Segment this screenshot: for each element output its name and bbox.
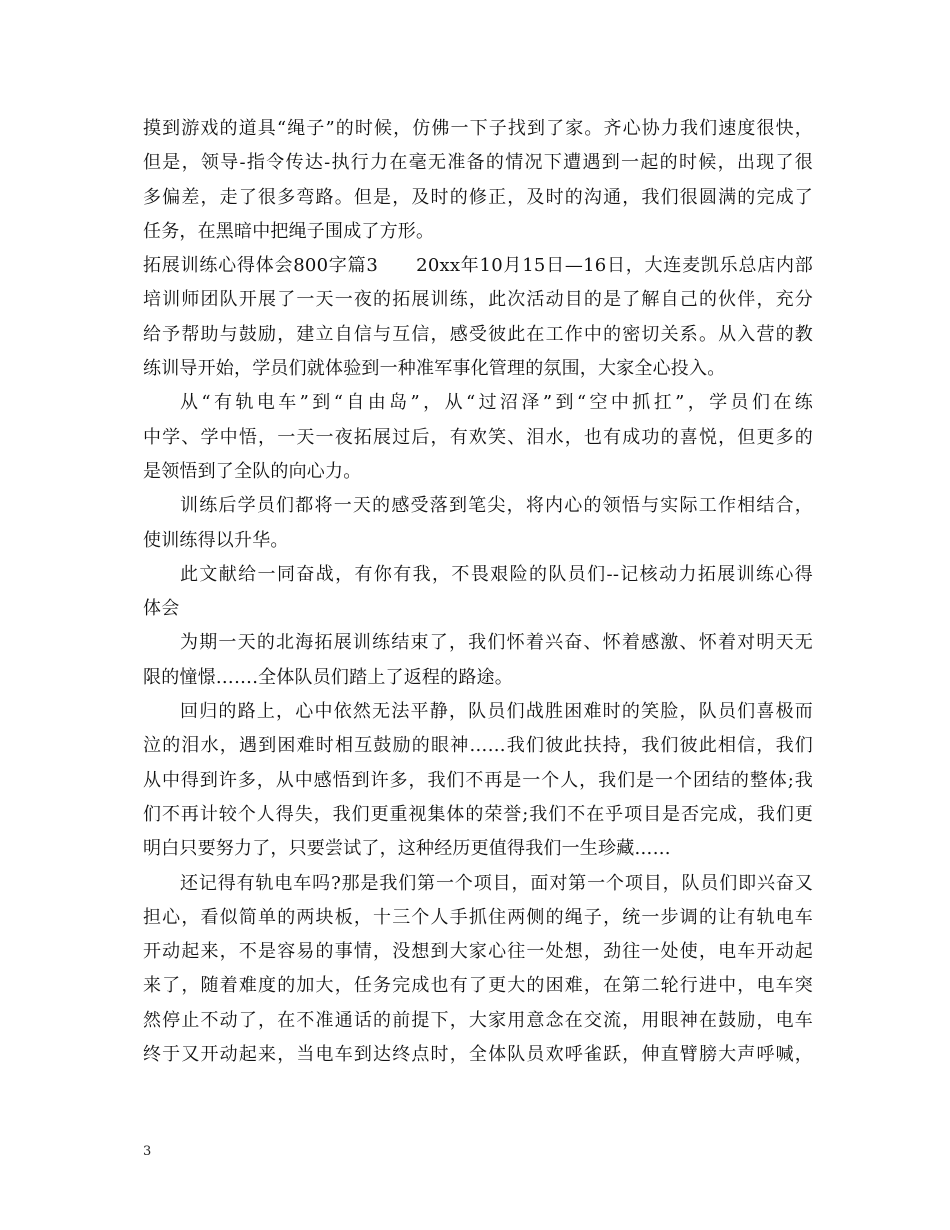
page-number: 3	[143, 1144, 152, 1159]
document-body	[143, 112, 813, 1072]
text-line: 限的憧憬…….全体队员们踏上了返程的路途。	[143, 666, 513, 688]
section-heading-line: 拓展训练心得体会800字篇3 20xx年10月15日—16日，大连麦凯乐总店内部	[143, 255, 813, 277]
paragraph-first-line: 从“有轨电车”到“自由岛”，从“过沼泽”到“空中抓扛”，学员们在练	[180, 392, 813, 414]
paragraph-first-line: 训练后学员们都将一天的感受落到笔尖，将内心的领悟与实际工作相结合，	[180, 495, 813, 517]
text-line: 是领悟到了全队的向心力。	[143, 460, 362, 482]
text-line: 终于又开动起来，当电车到达终点时，全体队员欢呼雀跃，伸直臂膀大声呼喊，	[143, 1044, 813, 1066]
text-line: 使训练得以升华。	[143, 529, 289, 551]
text-line: 摸到游戏的道具“绳子”的时候，仿佛一下子找到了家。齐心协力我们速度很快，	[143, 118, 813, 139]
text-line: 担心，看似简单的两块板，十三个人手抓住两侧的绳子，统一步调的让有轨电车	[143, 906, 813, 928]
paragraph-first-line: 还记得有轨电车吗?那是我们第一个项目，面对第一个项目，队员们即兴奋又	[180, 872, 813, 894]
paragraph-first-line: 回归的路上，心中依然无法平静，队员们战胜困难时的笑脸，队员们喜极而	[180, 701, 813, 723]
text-line: 来了，随着难度的加大，任务完成也有了更大的困难，在第二轮行进中，电车突	[143, 975, 813, 997]
text-line: 培训师团队开展了一天一夜的拓展训练，此次活动目的是了解自己的伙伴，充分	[143, 289, 813, 311]
text-line: 多偏差，走了很多弯路。但是，及时的修正，及时的沟通，我们很圆满的完成了	[143, 186, 813, 208]
text-line: 给予帮助与鼓励，建立自信与互信，感受彼此在工作中的密切关系。从入营的教	[143, 323, 813, 345]
text-line: 中学、学中悟，一天一夜拓展过后，有欢笑、泪水，也有成功的喜悦，但更多的	[143, 426, 813, 448]
paragraph-first-line: 此文献给一同奋战，有你有我，不畏艰险的队员们--记核动力拓展训练心得	[180, 563, 813, 585]
paragraph-first-line: 为期一天的北海拓展训练结束了，我们怀着兴奋、怀着感激、怀着对明天无	[180, 632, 813, 654]
text-line: 开动起来，不是容易的事情，没想到大家心往一处想，劲往一处使，电车开动起	[143, 941, 813, 963]
text-line: 任务，在黑暗中把绳子围成了方形。	[143, 220, 435, 242]
text-line: 们不再计较个人得失，我们更重视集体的荣誉;我们不在乎项目是否完成，我们更	[143, 803, 813, 825]
text-line: 然停止不动了，在不准通话的前提下，大家用意念在交流，用眼神在鼓励，电车	[143, 1009, 813, 1031]
text-line: 体会	[143, 598, 180, 620]
text-line: 泣的泪水，遇到困难时相互鼓励的眼神……我们彼此扶持，我们彼此相信，我们	[143, 735, 813, 757]
text-line: 练训导开始，学员们就体验到一种准军事化管理的氛围，大家全心投入。	[143, 358, 726, 380]
text-line: 从中得到许多，从中感悟到许多，我们不再是一个人，我们是一个团结的整体;我	[143, 769, 813, 791]
text-line: 明白只要努力了，只要尝试了，这种经历更值得我们一生珍藏……	[143, 838, 671, 860]
text-line: 但是，领导-指令传达-执行力在毫无准备的情况下遭遇到一起的时候，出现了很	[143, 152, 813, 174]
